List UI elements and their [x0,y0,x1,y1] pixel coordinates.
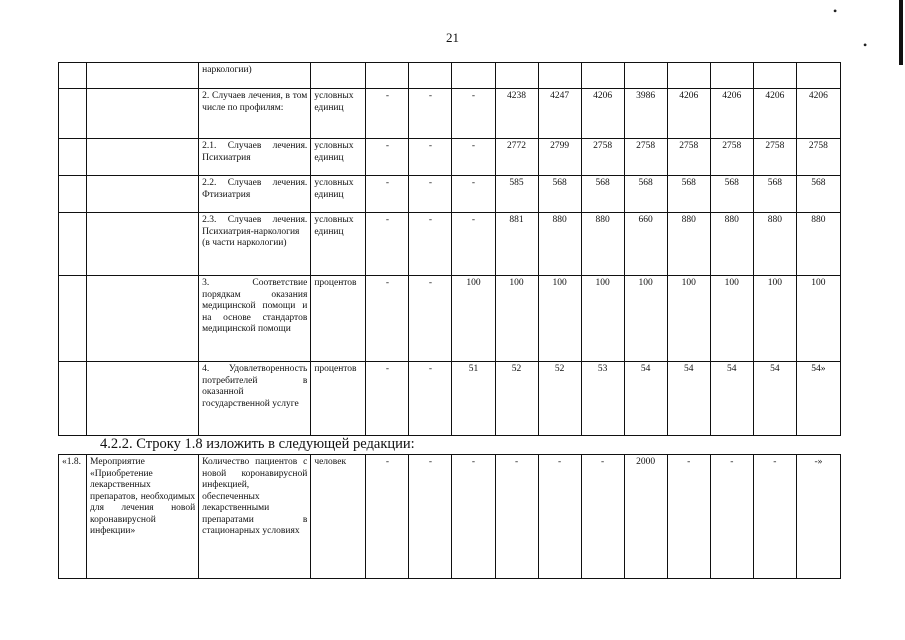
value-cell: - [366,176,409,213]
value-cell: 585 [495,176,538,213]
value-cell: 2758 [796,139,840,176]
value-cell: 100 [452,276,495,362]
measure-cell [87,213,199,276]
value-cell: 880 [581,213,624,276]
indicator-cell: 2.1. Случаев лечения. Психиатрия [199,139,311,176]
row-number [59,63,87,89]
value-cell: 4206 [581,89,624,139]
row-number [59,176,87,213]
row-number: «1.8. [59,455,87,579]
row-number [59,89,87,139]
value-cell [624,63,667,89]
value-cell: 2000 [624,455,667,579]
value-cell: - [452,455,495,579]
value-cell: 54 [624,362,667,436]
value-cell: - [366,455,409,579]
value-cell: 100 [495,276,538,362]
value-cell: 4206 [667,89,710,139]
value-cell: - [452,139,495,176]
value-cell: 100 [581,276,624,362]
measure-cell [87,276,199,362]
value-cell: 568 [667,176,710,213]
value-cell [581,63,624,89]
table-row [59,176,841,213]
scan-edge-mark [899,0,903,65]
value-cell: 4206 [710,89,753,139]
value-cell: 54 [753,362,796,436]
value-cell: - [409,276,452,362]
value-cell [667,63,710,89]
row-number [59,276,87,362]
value-cell: - [409,213,452,276]
table-row [59,213,841,276]
value-cell: - [495,455,538,579]
value-cell: 2772 [495,139,538,176]
table-row [59,362,841,436]
table-row [59,89,841,139]
value-cell: 100 [667,276,710,362]
value-cell: 54 [667,362,710,436]
value-cell: 4238 [495,89,538,139]
value-cell [753,63,796,89]
value-cell: 880 [667,213,710,276]
value-cell: 52 [495,362,538,436]
value-cell: 4247 [538,89,581,139]
value-cell: 881 [495,213,538,276]
value-cell: - [409,139,452,176]
value-cell: 2758 [753,139,796,176]
indicator-cell: 2.3. Случаев лечения. Психиатрия-наркология (в части наркологии) [199,213,311,276]
value-cell: 568 [624,176,667,213]
value-cell: - [452,89,495,139]
unit-cell: условных единиц [311,176,366,213]
value-cell: 100 [796,276,840,362]
value-cell: - [409,176,452,213]
value-cell: 53 [581,362,624,436]
scan-speck: • [863,38,868,52]
unit-cell: условных единиц [311,89,366,139]
value-cell: - [366,139,409,176]
value-cell [710,63,753,89]
value-cell: 880 [796,213,840,276]
value-cell: 568 [753,176,796,213]
value-cell: - [366,362,409,436]
row-1-8-table [58,454,841,579]
value-cell: 54 [710,362,753,436]
indicator-cell: 3. Соответствие порядкам оказания медицинской помощи и на основе стандартов медицинской помощи [199,276,311,362]
indicators-table [58,62,841,436]
section-heading: 4.2.2. Строку 1.8 изложить в следующей редакции: [100,436,415,452]
value-cell: 2758 [710,139,753,176]
value-cell: 880 [538,213,581,276]
value-cell: 880 [710,213,753,276]
value-cell: 568 [796,176,840,213]
value-cell: - [366,89,409,139]
value-cell: 2758 [581,139,624,176]
value-cell: 54» [796,362,840,436]
indicator-cell: 2. Случаев лечения, в том числе по профилям: [199,89,311,139]
value-cell: 2758 [667,139,710,176]
value-cell: 52 [538,362,581,436]
value-cell: - [581,455,624,579]
value-cell: - [538,455,581,579]
value-cell: 100 [753,276,796,362]
value-cell: - [667,455,710,579]
unit-cell: условных единиц [311,213,366,276]
value-cell: - [452,213,495,276]
value-cell [495,63,538,89]
value-cell: - [409,455,452,579]
row-number [59,213,87,276]
value-cell: 660 [624,213,667,276]
value-cell: - [409,362,452,436]
value-cell: - [366,213,409,276]
value-cell: 100 [538,276,581,362]
value-cell: 2758 [624,139,667,176]
measure-cell [87,176,199,213]
value-cell: - [409,89,452,139]
value-cell: - [452,176,495,213]
indicator-cell: 4. Удовлетворенность потребителей в оказанной государственной услуге [199,362,311,436]
page-number: 21 [446,30,459,45]
table-row [59,63,841,89]
measure-cell: Мероприятие «Приобретение лекарственных препаратов, необходимых для лечения новой коронавирусной инфекции» [87,455,199,579]
value-cell: 3986 [624,89,667,139]
value-cell: 2799 [538,139,581,176]
row-number [59,139,87,176]
scan-speck: • [833,4,838,18]
indicator-cell: 2.2. Случаев лечения. Фтизиатрия [199,176,311,213]
unit-cell: человек [311,455,366,579]
value-cell [796,63,840,89]
value-cell: - [753,455,796,579]
value-cell [452,63,495,89]
measure-cell [87,362,199,436]
table-row [59,139,841,176]
value-cell [366,63,409,89]
value-cell: 100 [624,276,667,362]
value-cell: 100 [710,276,753,362]
value-cell: 4206 [753,89,796,139]
measure-cell [87,63,199,89]
unit-cell [311,63,366,89]
value-cell: 568 [538,176,581,213]
measure-cell [87,89,199,139]
row-number [59,362,87,436]
indicator-cell: Количество пациентов с новой коронавирусной инфекцией, обеспеченных лекарственными препаратами в стационарных условиях [199,455,311,579]
value-cell [538,63,581,89]
value-cell: 4206 [796,89,840,139]
value-cell: 568 [581,176,624,213]
value-cell: 51 [452,362,495,436]
value-cell: -» [796,455,840,579]
measure-cell [87,139,199,176]
value-cell: 880 [753,213,796,276]
unit-cell: процентов [311,362,366,436]
table-row [59,276,841,362]
unit-cell: процентов [311,276,366,362]
value-cell [409,63,452,89]
value-cell: 568 [710,176,753,213]
table-row [59,455,841,579]
unit-cell: условных единиц [311,139,366,176]
value-cell: - [366,276,409,362]
value-cell: - [710,455,753,579]
indicator-cell: наркологии) [199,63,311,89]
